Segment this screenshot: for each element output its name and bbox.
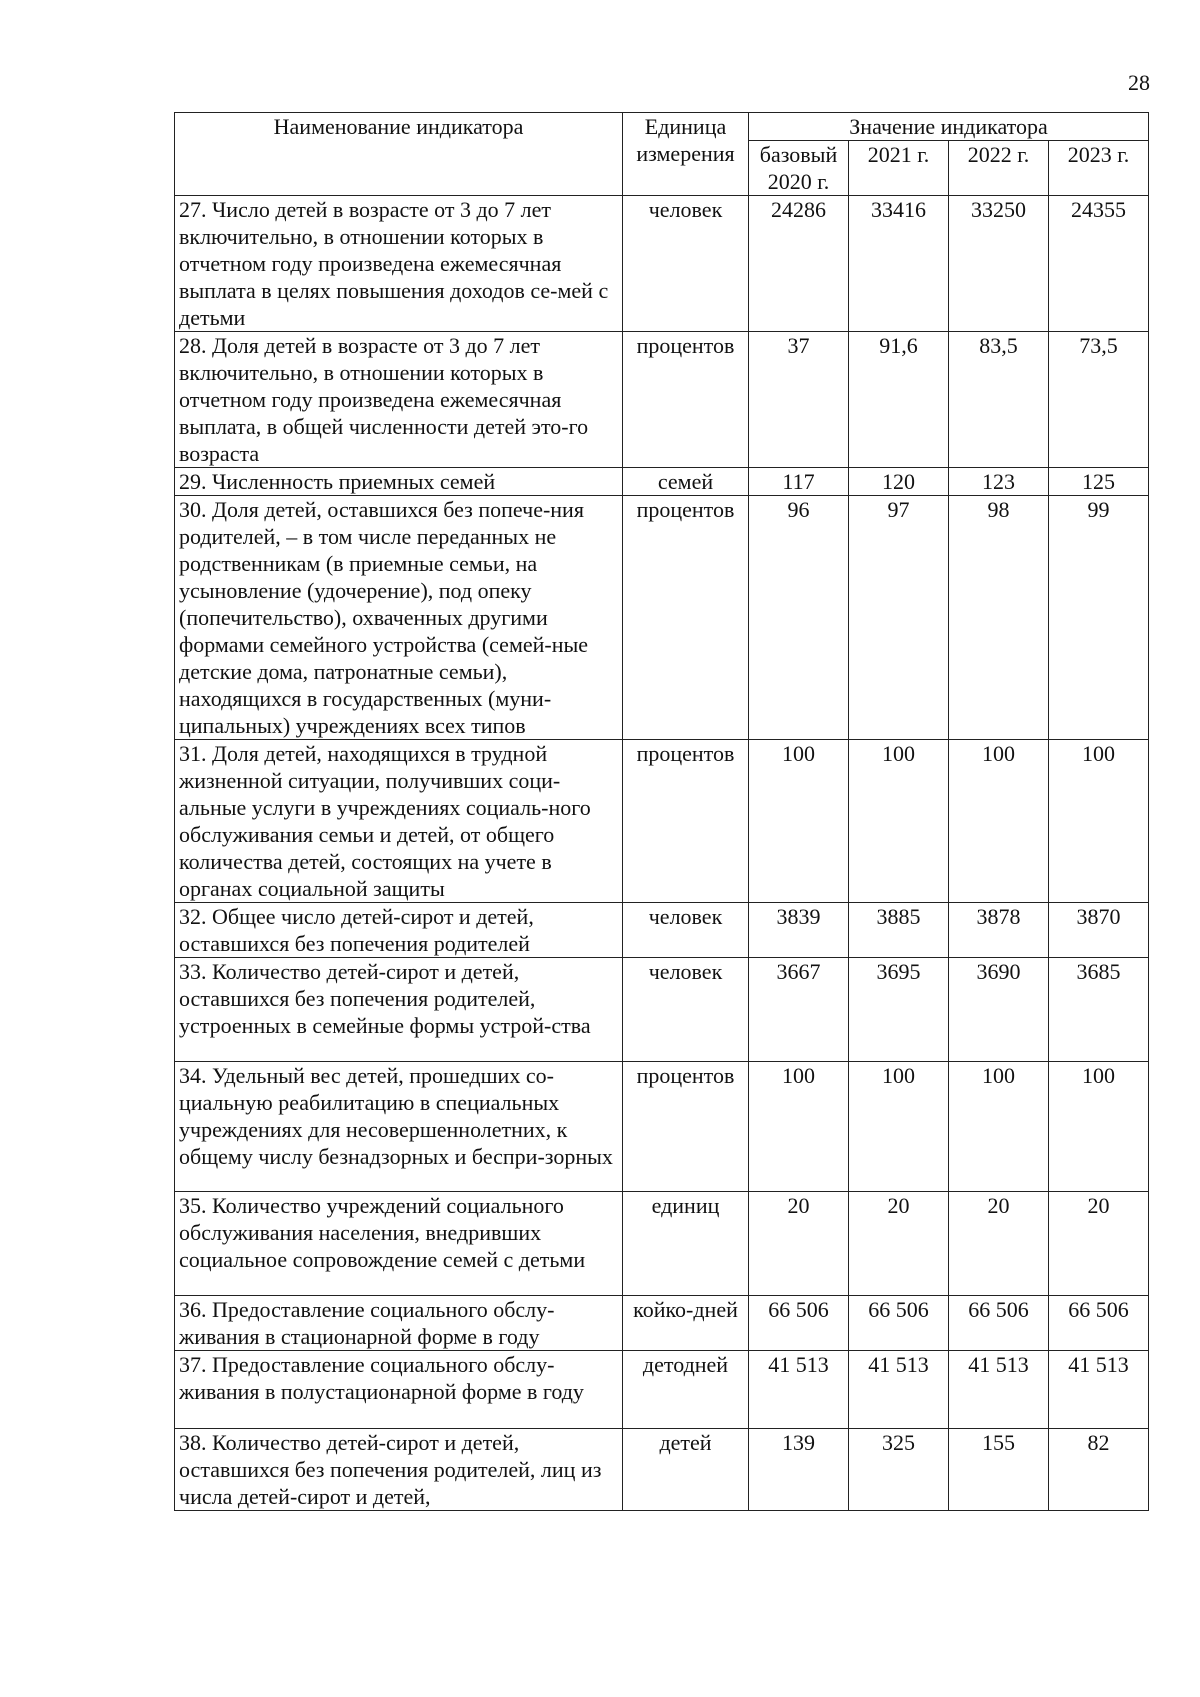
- value-2021-cell: 120: [849, 468, 949, 496]
- value-2022-cell: 100: [949, 740, 1049, 903]
- value-2020-cell: 139: [749, 1429, 849, 1511]
- value-2023-cell: 100: [1049, 1062, 1149, 1192]
- header-year-2022: 2022 г.: [949, 141, 1049, 196]
- value-2023-cell: 66 506: [1049, 1296, 1149, 1351]
- value-2021-cell: 20: [849, 1192, 949, 1296]
- value-2022-cell: 41 513: [949, 1351, 1049, 1429]
- table-row: [175, 1062, 1149, 1192]
- value-2020-cell: 3839: [749, 903, 849, 958]
- value-2023-cell: 100: [1049, 740, 1149, 903]
- unit-cell: человек: [623, 196, 749, 332]
- unit-cell: детодней: [623, 1351, 749, 1429]
- value-2023-cell: 82: [1049, 1429, 1149, 1511]
- table-row: [175, 958, 1149, 1062]
- indicators-table: [174, 112, 1149, 1511]
- table-row: [175, 196, 1149, 332]
- value-2022-cell: 155: [949, 1429, 1049, 1511]
- value-2020-cell: 37: [749, 332, 849, 468]
- value-2023-cell: 99: [1049, 496, 1149, 740]
- header-value-group: Значение индикатора: [749, 113, 1149, 141]
- value-2020-cell: 96: [749, 496, 849, 740]
- header-unit-line2: измерения: [636, 141, 735, 166]
- value-2022-cell: 3690: [949, 958, 1049, 1062]
- value-2023-cell: 24355: [1049, 196, 1149, 332]
- unit-cell: человек: [623, 958, 749, 1062]
- table-row: [175, 1429, 1149, 1511]
- header-unit-line1: Единица: [644, 114, 727, 139]
- indicator-name-cell: 31. Доля детей, находящихся в трудной жизненной ситуации, получивших соци-альные услуги в учреждениях социаль-ного обслуживания семьи и детей, от общего количества детей, состоящих на учете в органах социальной защиты: [175, 740, 623, 903]
- table-row: [175, 1192, 1149, 1296]
- value-2023-cell: 20: [1049, 1192, 1149, 1296]
- indicator-name-cell: 30. Доля детей, оставшихся без попече-ния родителей, – в том числе переданных не родственникам (в приемные семьи, на усыновление (удочерение), под опеку (попечительство), охваченных другими формами семейного устройства (семей-ные детские дома, патронатные семьи), находящихся в государственных (муни-ципальных) учреждениях всех типов: [175, 496, 623, 740]
- table-row: [175, 468, 1149, 496]
- value-2020-cell: 41 513: [749, 1351, 849, 1429]
- value-2020-cell: 20: [749, 1192, 849, 1296]
- value-2021-cell: 100: [849, 1062, 949, 1192]
- value-2021-cell: 100: [849, 740, 949, 903]
- table-row: [175, 740, 1149, 903]
- table-body: [175, 196, 1149, 1511]
- header-year-2023: 2023 г.: [1049, 141, 1149, 196]
- unit-cell: процентов: [623, 740, 749, 903]
- value-2022-cell: 33250: [949, 196, 1049, 332]
- value-2022-cell: 3878: [949, 903, 1049, 958]
- value-2021-cell: 325: [849, 1429, 949, 1511]
- value-2022-cell: 20: [949, 1192, 1049, 1296]
- value-2021-cell: 66 506: [849, 1296, 949, 1351]
- value-2020-cell: 3667: [749, 958, 849, 1062]
- value-2023-cell: 41 513: [1049, 1351, 1149, 1429]
- value-2023-cell: 3870: [1049, 903, 1149, 958]
- value-2021-cell: 41 513: [849, 1351, 949, 1429]
- value-2020-cell: 66 506: [749, 1296, 849, 1351]
- value-2021-cell: 33416: [849, 196, 949, 332]
- value-2022-cell: 83,5: [949, 332, 1049, 468]
- value-2023-cell: 3685: [1049, 958, 1149, 1062]
- indicator-name-cell: 35. Количество учреждений социального обслуживания населения, внедривших социальное сопровождение семей с детьми: [175, 1192, 623, 1296]
- value-2020-cell: 24286: [749, 196, 849, 332]
- value-2021-cell: 97: [849, 496, 949, 740]
- table-row: [175, 1351, 1149, 1429]
- header-unit: [623, 113, 749, 196]
- indicator-name-cell: 28. Доля детей в возрасте от 3 до 7 лет включительно, в отношении которых в отчетном году произведена ежемесячная выплата, в общей численности детей это-го возраста: [175, 332, 623, 468]
- indicator-name-cell: 32. Общее число детей-сирот и детей, оставшихся без попечения родителей: [175, 903, 623, 958]
- value-2022-cell: 66 506: [949, 1296, 1049, 1351]
- indicator-name-cell: 27. Число детей в возрасте от 3 до 7 лет включительно, в отношении которых в отчетном году произведена ежемесячная выплата в целях повышения доходов се-мей с детьми: [175, 196, 623, 332]
- table-row: [175, 903, 1149, 958]
- header-year-2021: 2021 г.: [849, 141, 949, 196]
- table-row: [175, 332, 1149, 468]
- table-row: [175, 1296, 1149, 1351]
- value-2020-cell: 100: [749, 1062, 849, 1192]
- indicator-name-cell: 38. Количество детей-сирот и детей, оставшихся без попечения родителей, лиц из числа детей-сирот и детей,: [175, 1429, 623, 1511]
- unit-cell: процентов: [623, 1062, 749, 1192]
- unit-cell: процентов: [623, 332, 749, 468]
- value-2023-cell: 125: [1049, 468, 1149, 496]
- value-2021-cell: 3885: [849, 903, 949, 958]
- indicator-name-cell: 33. Количество детей-сирот и детей, оставшихся без попечения родителей, устроенных в семейные формы устрой-ства: [175, 958, 623, 1062]
- indicator-name-cell: 36. Предоставление социального обслу-живания в стационарной форме в году: [175, 1296, 623, 1351]
- indicator-name-cell: 29. Численность приемных семей: [175, 468, 623, 496]
- unit-cell: единиц: [623, 1192, 749, 1296]
- unit-cell: процентов: [623, 496, 749, 740]
- header-base-line2: 2020 г.: [767, 169, 830, 194]
- value-2020-cell: 117: [749, 468, 849, 496]
- page-number: 28: [1128, 70, 1150, 95]
- unit-cell: койко-дней: [623, 1296, 749, 1351]
- value-2022-cell: 123: [949, 468, 1049, 496]
- unit-cell: человек: [623, 903, 749, 958]
- indicator-name-cell: 37. Предоставление социального обслу-живания в полустационарной форме в году: [175, 1351, 623, 1429]
- table-row: [175, 496, 1149, 740]
- unit-cell: семей: [623, 468, 749, 496]
- value-2022-cell: 100: [949, 1062, 1049, 1192]
- header-base-year: [749, 141, 849, 196]
- value-2021-cell: 91,6: [849, 332, 949, 468]
- unit-cell: детей: [623, 1429, 749, 1511]
- table-header: [175, 113, 1149, 196]
- value-2020-cell: 100: [749, 740, 849, 903]
- value-2021-cell: 3695: [849, 958, 949, 1062]
- indicator-name-cell: 34. Удельный вес детей, прошедших со-циальную реабилитацию в специальных учреждениях для несовершеннолетних, к общему числу безнадзорных и беспри-зорных: [175, 1062, 623, 1192]
- value-2022-cell: 98: [949, 496, 1049, 740]
- header-indicator-name: Наименование индикатора: [175, 113, 623, 196]
- header-base-line1: базовый: [759, 142, 838, 167]
- value-2023-cell: 73,5: [1049, 332, 1149, 468]
